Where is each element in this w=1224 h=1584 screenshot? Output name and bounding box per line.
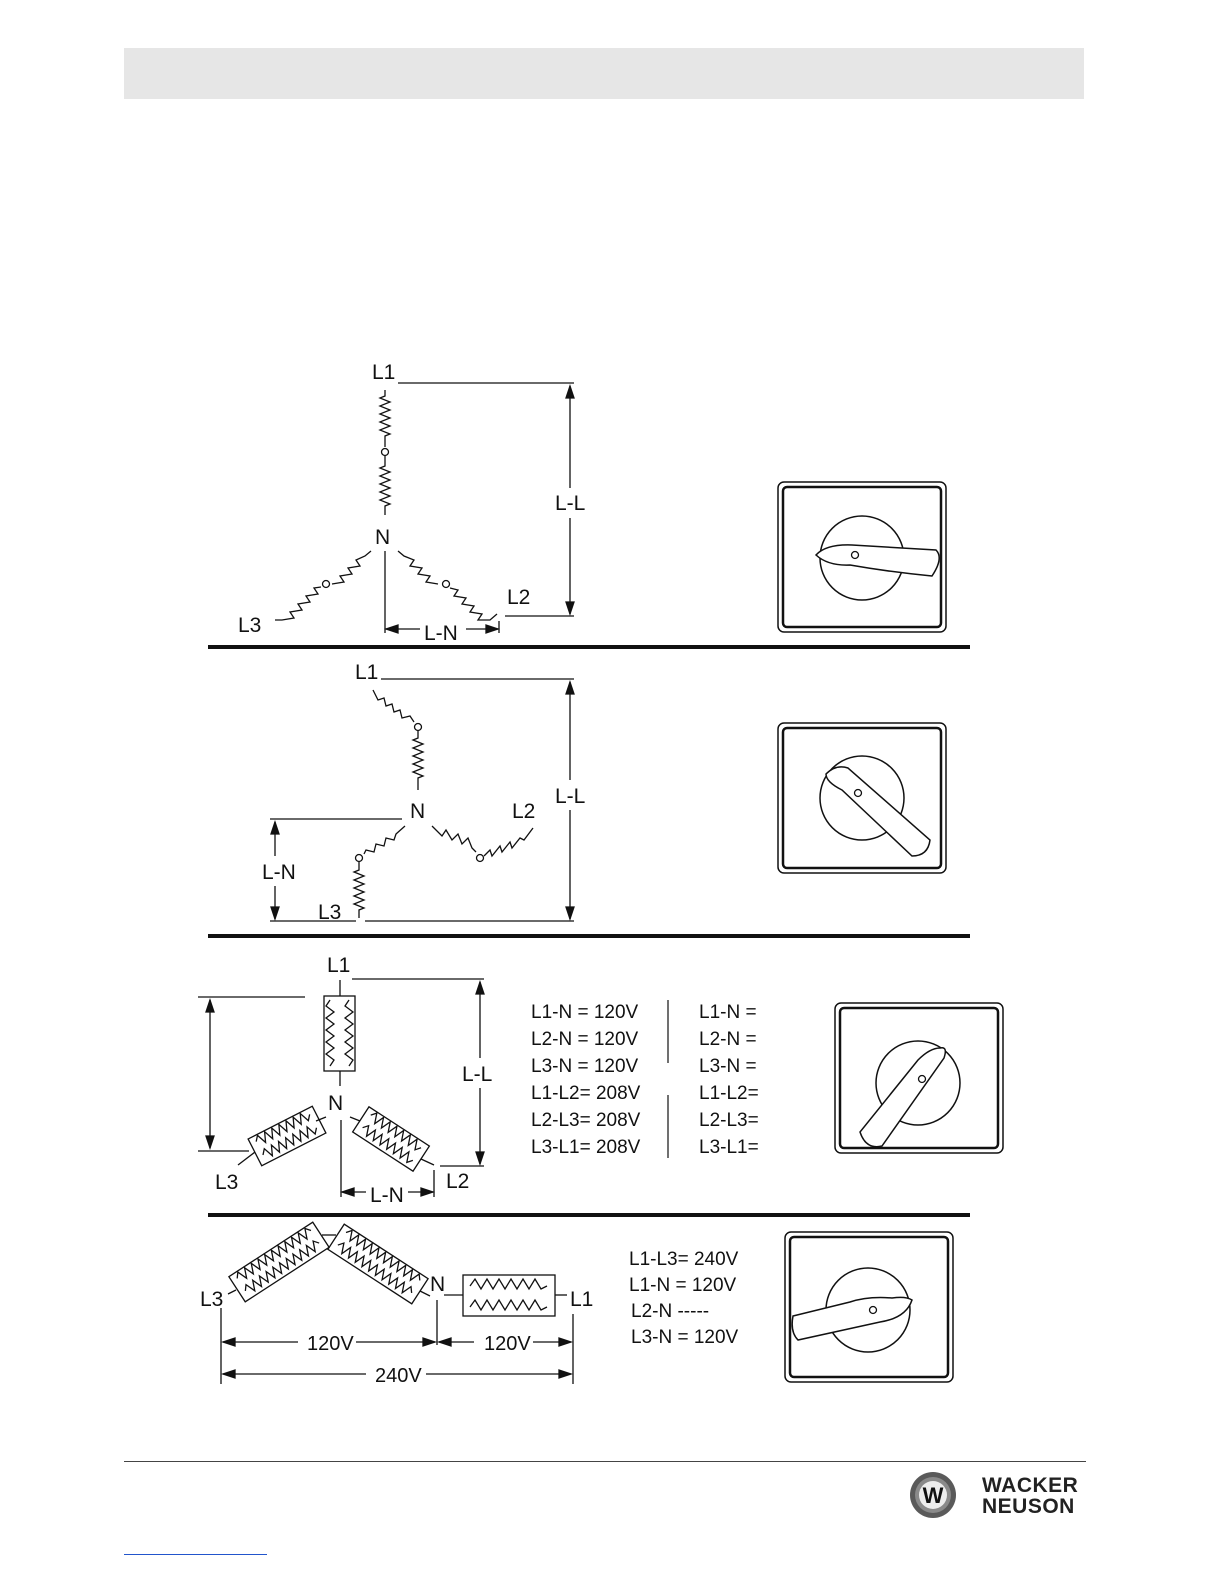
reading: L1-N = bbox=[699, 1002, 757, 1023]
p2-l2-label: L2 bbox=[512, 800, 536, 823]
panel-4-selector-switch bbox=[785, 1232, 953, 1382]
p1-l1-label: L1 bbox=[372, 361, 396, 384]
p3-l3-label: L3 bbox=[215, 1171, 239, 1194]
reading: L3-N = 120V bbox=[631, 1327, 739, 1348]
reading: L2-L3= 208V bbox=[531, 1110, 641, 1131]
p3-ll-label: L-L bbox=[462, 1063, 493, 1086]
logo-word-1: WACKER bbox=[982, 1474, 1079, 1497]
logo-word-2: NEUSON bbox=[982, 1495, 1075, 1518]
reading: L2-L3= bbox=[699, 1110, 759, 1131]
p4-n-label: N bbox=[430, 1273, 446, 1296]
p2-l1-label: L1 bbox=[355, 661, 379, 684]
panel-2 bbox=[262, 661, 585, 924]
p1-ln-label: L-N bbox=[424, 622, 458, 645]
p4-dim-right: 120V bbox=[484, 1333, 531, 1355]
reading: L3-L1= 208V bbox=[531, 1137, 641, 1158]
reading: L1-N = 120V bbox=[629, 1275, 737, 1296]
reading: L2-N = 120V bbox=[531, 1029, 639, 1050]
reading: L1-L3= 240V bbox=[629, 1249, 739, 1270]
p2-ll-label: L-L bbox=[555, 785, 586, 808]
p4-readings bbox=[629, 1249, 739, 1348]
p2-n-label: N bbox=[410, 800, 426, 823]
wacker-neuson-logo bbox=[906, 1469, 1096, 1521]
panel-1 bbox=[238, 361, 585, 645]
panel-3-selector-switch bbox=[835, 1003, 1003, 1153]
p3-l2-label: L2 bbox=[446, 1170, 470, 1193]
panel-1-selector-switch bbox=[778, 482, 946, 632]
p1-l2-label: L2 bbox=[507, 586, 531, 609]
panel-4 bbox=[200, 1222, 739, 1387]
p2-ln-label: L-N bbox=[262, 861, 296, 884]
p3-n-label: N bbox=[328, 1092, 344, 1115]
p3-ln-label: L-N bbox=[370, 1184, 404, 1207]
reading: L2-N ----- bbox=[631, 1301, 710, 1322]
p3-l1-label: L1 bbox=[327, 954, 351, 977]
reading: L3-L1= bbox=[699, 1137, 759, 1158]
p2-l3-label: L3 bbox=[318, 901, 342, 924]
brand-emblem-icon bbox=[906, 1469, 960, 1521]
p4-l3-label: L3 bbox=[200, 1288, 224, 1311]
reading: L3-N = 120V bbox=[531, 1056, 639, 1077]
reading: L1-L2= bbox=[699, 1083, 759, 1104]
reading: L1-N = 120V bbox=[531, 1002, 639, 1023]
logo-emblem-letter: W bbox=[922, 1483, 944, 1508]
p1-n-label: N bbox=[375, 526, 391, 549]
panel-3 bbox=[198, 954, 759, 1207]
reading: L2-N = bbox=[699, 1029, 757, 1050]
footer-rule bbox=[124, 1461, 1086, 1462]
p3-readings-right bbox=[699, 1002, 759, 1158]
bottom-link-underline[interactable] bbox=[124, 1554, 267, 1555]
p1-ll-label: L-L bbox=[555, 492, 586, 515]
p4-l1-label: L1 bbox=[570, 1288, 594, 1311]
reading: L1-L2= 208V bbox=[531, 1083, 641, 1104]
p3-readings-left bbox=[531, 1002, 641, 1158]
p4-dim-total: 240V bbox=[375, 1365, 422, 1387]
reading: L3-N = bbox=[699, 1056, 757, 1077]
panel-2-selector-switch bbox=[778, 723, 946, 873]
p4-dim-left: 120V bbox=[307, 1333, 354, 1355]
p1-l3-label: L3 bbox=[238, 614, 262, 637]
